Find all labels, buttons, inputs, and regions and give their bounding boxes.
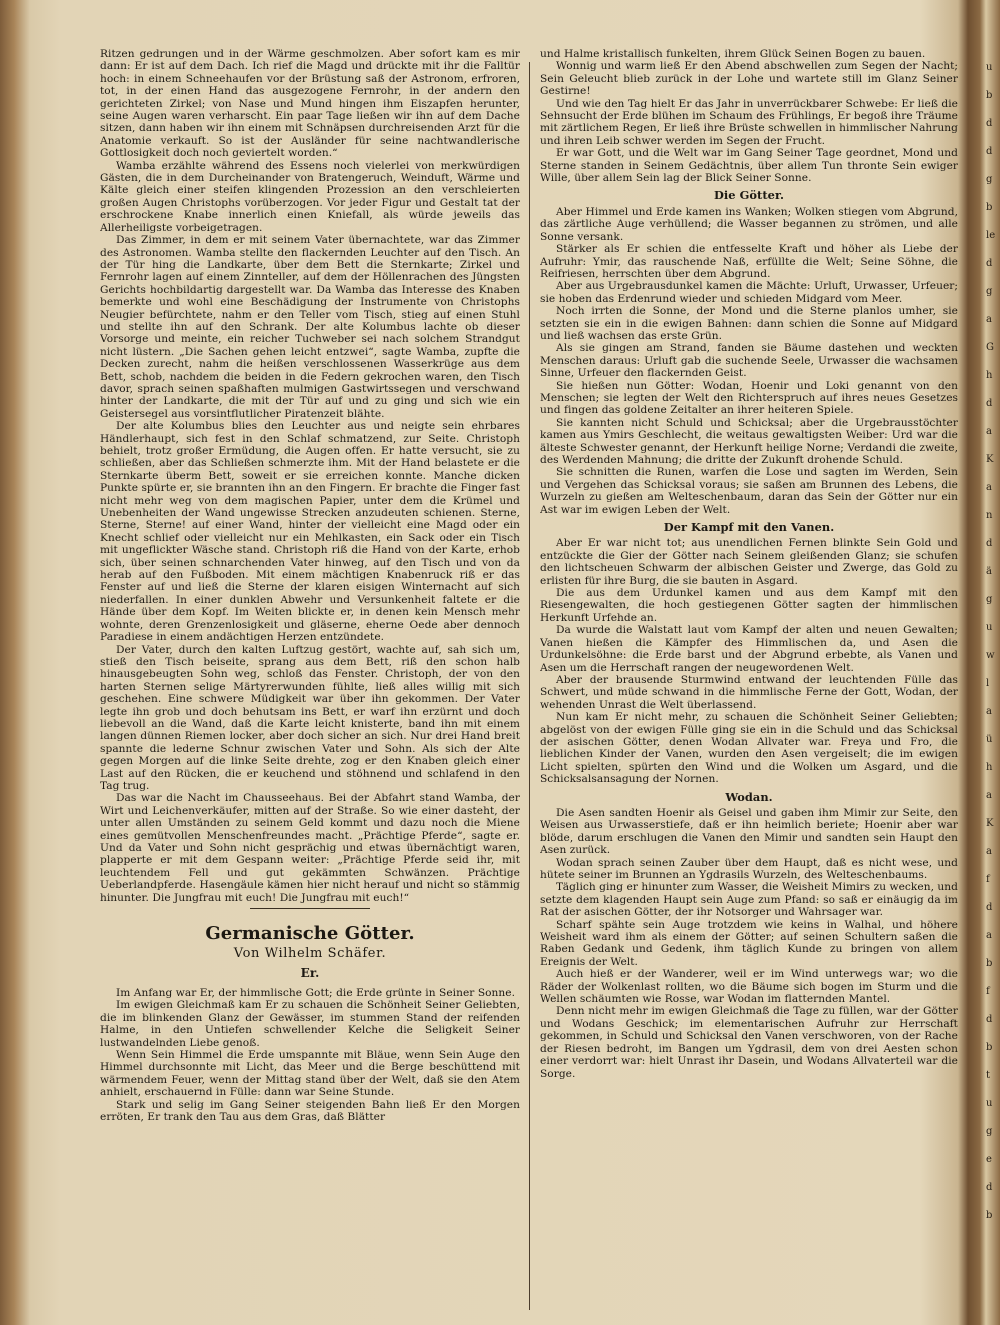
edge-fragment: d: [986, 118, 993, 129]
paragraph: Aber Himmel und Erde kamen ins Wanken; Wolken stiegen vom Abgrund, das zärtliche Auge verhüllend; die Wasser begannen zu strömen, und alle Sonne versank.: [540, 205, 958, 243]
edge-fragment: a: [986, 706, 992, 717]
edge-fragment: le: [986, 230, 996, 241]
paragraph: Aber Er war nicht tot; aus unendlichen Fernen blinkte Sein Gold und entzückte die Gier der Götter nach Seinem gleißenden Glanz; sie schufen den lichtscheuen Schwarm der albischen Geister und Zwerge, das Gold zu erlisten für ihre Burg, die sie bauten in Asgard.: [540, 537, 958, 587]
paragraph: Als sie gingen am Strand, fanden sie Bäume dastehen und weckten Menschen daraus: Urluft gab die suchende Seele, Urwasser die wachsamen Sinne, Urfeuer den flackernden Geist.: [540, 342, 958, 380]
section-kampf-body: [540, 537, 958, 785]
edge-fragment: a: [986, 314, 992, 325]
section-heading-goetter: Die Götter.: [714, 188, 784, 203]
edge-fragment: t: [986, 1070, 991, 1081]
left-column: [100, 48, 520, 1310]
edge-fragment: K: [986, 818, 994, 829]
paragraph: Aber der brausende Sturmwind entwand der leuchtenden Fülle das Schwert, und müde schwand in die himmlische Ferne der Gott, Wodan, der wehenden Unrast die Welt überlassend.: [540, 673, 958, 711]
edge-fragment: b: [986, 1042, 993, 1053]
paragraph: Und wie den Tag hielt Er das Jahr in unverrückbarer Schwebe: Er ließ die Sehnsucht der Erde blühen im Schaum des Frühlings, Er begoß ihre Träume mit zärtlichem Regen, Er ließ ihre Brüste schwellen in himmlischer Nahrung und ihren Leib schwer werden im Segen der Frucht.: [540, 97, 958, 147]
edge-fragment: e: [986, 1154, 992, 1165]
section-divider: [250, 908, 370, 909]
right-column: [540, 48, 958, 1310]
edge-fragment: w: [986, 650, 995, 661]
edge-fragment: ä: [986, 566, 992, 577]
paragraph: Im Anfang war Er, der himmlische Gott; die Erde grünte in Seiner Sonne.: [116, 987, 516, 1000]
paragraph: und Halme kristallisch funkelten, ihrem Glück Seinen Bogen zu bauen.: [540, 48, 926, 60]
paragraph: Stärker als Er schien die entfesselte Kraft und höher als Liebe der Aufruhr: Ymir, das rauschende Naß, erfüllte die Welt; Seine Söhne, die Reifriesen, herrschten über dem Abgrund.: [540, 243, 958, 280]
edge-fragment: h: [986, 370, 993, 381]
edge-fragment: d: [986, 538, 993, 549]
paragraph: Wenn Sein Himmel die Erde umspannte mit Bläue, wenn Sein Auge den Himmel durchsonnte mit Licht, das Meer und die Berge beschüttend mit wärmendem Feuer, wenn der Mittag stand über der Welt, daß sie den Atem anhielt, erschauernd in Fülle: dann war Seine Stunde.: [100, 1049, 520, 1099]
paragraph: Das Zimmer, in dem er mit seinem Vater übernachtete, war das Zimmer des Astronomen. Wamba stellte den flackernden Leuchter auf den Tisch. An der Tür hing die Landkarte, über dem Bett die Sternkarte; Zirkel und Fernrohr lagen auf einem Zinnteller, auf dem der Höllenrachen des Jüngsten Gerichts hochbildartig dargestellt war. Da Wamba das Interesse des Knaben bemerkte und wohl eine Beschädigung der Instrumente von Christophs Neugier befürchtete, nahm er den Teller vom Tisch, stieg auf einen Stuhl und stellte ihn auf den Schrank. Der alte Kolumbus lachte ob dieser Vorsorge und meinte, ein reicher Tuchweber sei nach solchem Strandgut nicht lüstern. „Die Sachen gehen leicht entzwei“, sagte Wamba, zupfte die Decken zurecht, nahm die heißen verschlossenen Wasserkrüge aus dem Bett, schob, nachdem die beiden in die Federn gekrochen waren, den Tisch davor, sprach seinen spaßhaften mulmigen Gastwirtssegen und verschwand hinter der Landkarte, die mit der Tür auf und zu ging und sich wie ein Geistersegel aus vorsintflutlicher Piratenzeit blähte.: [100, 234, 520, 420]
edge-fragment: g: [986, 1126, 993, 1137]
section-heading-er: Er.: [300, 966, 320, 981]
edge-fragment: d: [986, 1182, 993, 1193]
edge-fragment: u: [986, 62, 993, 73]
paragraph: Das war die Nacht im Chausseehaus. Bei der Abfahrt stand Wamba, der Wirt und Leichenverkäufer, mitten auf der Straße. So wie einer dasteht, der unter allen Umständen zu seinem Geld kommt und dazu noch die Miene eines gemütvollen Menschenfreundes macht. „Prächtige Pferde“, sagte er. Und da Vater und Sohn nicht gesprächig und etwas übernächtigt waren, plapperte er mit dem Gespann weiter: „Prächtige Pferde seid ihr, mit leuchtendem Fell und gut gekämmten Schwänzen. Prächtige Ueberlandpferde. Hasengäule kämen hier nicht herauf und nicht so stämmig hinunter. Die Jungfrau mit euch! Die Jungfrau mit euch!“: [100, 792, 520, 904]
paragraph: Noch irrten die Sonne, der Mond und die Sterne planlos umher, sie setzten sie ein in die ewigen Bahnen: dann schien die Sonne auf Midgard und ließ wachsen das erste Grün.: [540, 305, 958, 342]
section-goetter-body: [540, 206, 958, 516]
edge-fragment: n: [986, 510, 993, 521]
paragraph: Da wurde die Walstatt laut vom Kampf der alten und neuen Gewalten; Vanen hießen die Kämpfer des Himmlischen da, und Asen die Urdunkelsöhne: die Erde barst und der Abgrund erbebte, als Vanen und Asen um die Herrschaft rangen der neugewordenen Welt.: [540, 624, 958, 674]
paragraph: Im ewigen Gleichmaß kam Er zu schauen die Schönheit Seiner Geliebten, die im blinkenden Glanz der Gewässer, im stummen Stand der reifenden Halme, in den Untiefen schwellender Kelche die Seligkeit Seiner lustwandelnden Liebe genoß.: [100, 999, 520, 1049]
paragraph: Die aus dem Urdunkel kamen und aus dem Kampf mit den Riesengewalten, die hoch gestiegenen Götter sagten der himmlischen Herkunft Urfehde an.: [540, 587, 958, 624]
paragraph: Auch hieß er der Wanderer, weil er im Wind unterwegs war; wo die Räder der Wolkenlast rollten, wo die Bäume sich bogen im Sturm und die Wellen schäumten wie Rosse, war Wodan im flatternden Mantel.: [540, 968, 958, 1006]
paragraph: Der alte Kolumbus blies den Leuchter aus und neigte sein ehrbares Händlerhaupt, sich fest in den Schlaf schmatzend, zur Seite. Christoph behielt, trotz großer Ermüdung, die Augen offen. Er hatte versucht, sie zu schließen, aber das Schließen schmerzte ihm. Mit der Hand belastete er die Sternkarte überm Bett, soweit er sie erreichen konnte. Manche dicken Punkte spürte er, sie brannten ihn an den Fingern. Er brachte die Finger fast nicht mehr weg von dem magischen Papier, unter dem die Krümel und Unebenheiten der Wand ungewisse Strecken anzudeuten schienen. Sterne, Sterne, Sterne! auf einer Wand, hinter der vielleicht eine Magd oder ein Knecht schlief oder vielleicht nur ein Mehlkasten, ein Sack oder ein Tisch mit ungeflickter Wäsche stand. Christoph riß die Hand von der Karte, erhob sich, über seinen schnarchenden Vater hinweg, auf den Tisch und von da herab auf den Fußboden. Mit einem mächtigen Knabenruck riß er das Fenster auf und ließ die Sterne der klaren eisigen Winternacht auf sich niederfallen. In einer dunklen Abwehr und Versunkenheit faltete er die Hände über dem Kopf. Im Weiten blickte er, in denen kein Mensch mehr wohnte, deren Grenzenlosigkeit und gläserne, eherne Oede aber dennoch Paradiese in einem andächtigen Herzen entzündete.: [100, 420, 520, 644]
edge-fragment: d: [986, 146, 993, 157]
section-er-body: [100, 987, 520, 1123]
edge-fragment: a: [986, 426, 992, 437]
paragraph: Denn nicht mehr im ewigen Gleichmaß die Tage zu füllen, war der Götter und Wodans Geschick; im elementarischen Aufruhr zur Herrschaft gekommen, in Schuld und Schicksal den Vanen verschworen, von der Rache der Riesen bedroht, im Bangen um Ygdrasil, dem von drei Aesten schon einer verdorrt war: hielt Unrast ihr Dasein, und Wodans Allvaterteil war die Sorge.: [540, 1005, 958, 1080]
edge-fragment: a: [986, 846, 992, 857]
section-wodan-body: [540, 807, 958, 1080]
paragraph: Der Vater, durch den kalten Luftzug gestört, wachte auf, sah sich um, stieß den Tisch beiseite, sprang aus dem Bett, riß den schon halb hinausgebeugten Sohn weg, schloß das Fenster. Christoph, der von den harten Sternen selige Märtyrerwunden fühlte, ließ alles willig mit sich geschehen. Eine schwere Müdigkeit war über ihn gekommen. Der Vater legte ihn grob und doch behutsam ins Bett, er warf ihn erzürnt und doch liebevoll an die Wand, daß die Karte leicht knisterte, band ihn mit einem langen dünnen Riemen locker, aber doch sicher an sich. Nur drei Hand breit spannte die lederne Schnur zwischen Vater und Sohn. Als sich der Alte gegen Morgen auf die linke Seite drehte, zog er den Knaben gleich einer Last auf den Rücken, die er keuchend und stöhnend und schlafend in den Tag trug.: [100, 643, 520, 792]
article-author: Von Wilhelm Schäfer.: [233, 946, 387, 962]
section-heading-wodan: Wodan.: [725, 789, 773, 804]
edge-fragment: b: [986, 90, 993, 101]
edge-fragment: b: [986, 202, 993, 213]
edge-fragment: b: [986, 1210, 993, 1221]
article-header: [100, 923, 520, 981]
section-heading-kampf: Der Kampf mit den Vanen.: [663, 520, 835, 535]
newspaper-page: [100, 48, 960, 1310]
paragraph: Stark und selig im Gang Seiner steigenden Bahn ließ Er den Morgen erröten, Er trank den Tau aus dem Gras, daß Blätter: [100, 1098, 520, 1124]
edge-fragment: d: [986, 902, 993, 913]
edge-fragment: d: [986, 258, 993, 269]
paragraph: Aber aus Urgebrausdunkel kamen die Mächte: Urluft, Urwasser, Urfeuer; sie hoben das Erdenrund wieder und schieden Midgard vom Meer.: [540, 280, 958, 305]
paragraph: Wonnig und warm ließ Er den Abend abschwellen zum Segen der Nacht; Sein Geleucht blieb zurück in der Lohe und wartete still im Glanz Seiner Gestirne!: [540, 60, 958, 98]
paragraph: Wodan sprach seinen Zauber über dem Haupt, daß es nicht wese, und hütete seiner im Brunnen an Ygdrasils Wurzeln, des Welteschenbaums.: [540, 856, 958, 881]
paragraph: Ritzen gedrungen und in der Wärme geschmolzen. Aber sofort kam es mir dann: Er ist auf dem Dach. Ich rief die Magd und drückte mit ihr die Falltür hoch: in einem Schneehaufen vor der Brüstung saß der Astronom, erfroren, tot, in der einen Hand das ausgezogene Fernrohr, in der andern den gerichteten Zirkel; von Nase und Mund hingen ihm Eiszapfen herunter, seine Augen waren verharscht. Ein paar Tage ließen wir ihn auf dem Dache sitzen, dann haben wir ihn einem mit Schnäpsen durchreisenden Arzt für die Anatomie verkauft. So ist der Ausländer für seine nachtwandlerische Gottlosigkeit doch noch geviertelt worden.“: [100, 48, 520, 160]
story-continuation: [100, 48, 520, 904]
edge-fragment: f: [986, 986, 990, 997]
edge-fragment: a: [986, 482, 992, 493]
edge-fragment: b: [986, 958, 993, 969]
edge-fragment: h: [986, 762, 993, 773]
paragraph: Scharf spähte sein Auge trotzdem wie keins in Walhal, und höhere Weisheit ward ihm als einem der Götter; auf seinen Schultern saßen die Raben Gedank und Gedenk, ihm täglich Kunde zu bringen von allem Ereignis der Welt.: [540, 918, 958, 968]
edge-fragment: g: [986, 594, 993, 605]
edge-fragment: G: [986, 342, 994, 353]
edge-fragment: u: [986, 622, 993, 633]
paragraph: Sie schnitten die Runen, warfen die Lose und sagten im Werden, Sein und Vergehen das Schicksal voraus; sie saßen am Brunnen des Lebens, die Wurzeln zu gießen am Welteschenbaum, daran das Sein der Götter nur ein Ast war im ewigen Leben der Welt.: [540, 466, 958, 516]
edge-fragment: d: [986, 1014, 993, 1025]
paragraph: Nun kam Er nicht mehr, zu schauen die Schönheit Seiner Geliebten; abgelöst von der ewigen Fülle ging sie ein in die Schuld und das Schicksal der asischen Götter, denen Wodan Allvater war. Freya und Fro, die lieblichen Kinder der Vanen, wurden den Asen vergeiselt; die im ewigen Licht spielten, spürten den Wind und die Wolken um Asgard, und die Schicksalsansagung der Nornen.: [540, 711, 958, 786]
column-rule: [529, 62, 530, 1310]
article-title: Germanische Götter.: [205, 923, 415, 945]
edge-fragment: a: [986, 790, 992, 801]
edge-fragment: d: [986, 398, 993, 409]
paragraph: Sie kannten nicht Schuld und Schicksal; aber die Urgebrausstöchter kamen aus Ymirs Geschlecht, die weitaus gewaltigsten Weiber: Urd war die älteste Schwester genannt, der Herkunft heilige Norne; Verdandi die zweite, des Werdenden Mahnung; die dritte der Zukunft drohende Schuld.: [540, 416, 958, 466]
edge-fragment: K: [986, 454, 994, 465]
edge-fragment: g: [986, 286, 993, 297]
edge-fragment: l: [986, 678, 990, 689]
edge-fragment: f: [986, 874, 990, 885]
edge-fragment: g: [986, 174, 993, 185]
adjacent-page-edge: [986, 0, 1000, 1325]
paragraph: Täglich ging er hinunter zum Wasser, die Weisheit Mimirs zu wecken, und setzte dem klagenden Haupt sein Auge zum Pfand: so saß er einäugig da im Rat der asischen Götter, der ihr Notsorger und Wahrsager war.: [540, 881, 958, 919]
paragraph: Wamba erzählte während des Essens noch vielerlei von merkwürdigen Gästen, die in dem Durcheinander von Bratengeruch, Weinduft, Wärme und Kälte gleich einer steifen klingenden Prozession an den verschleierten großen Augen Christophs vorüberzogen. Vor jeder Figur und Gestalt tat der erschrockene Knabe innerlich einen Kniefall, als würde jeweils das Allerheiligste vorbeigetragen.: [100, 159, 520, 234]
edge-fragment: a: [986, 930, 992, 941]
paragraph: Er war Gott, und die Welt war im Gang Seiner Tage geordnet, Mond und Sterne standen in Seinem Gedächtnis, über allem Tun thronte Sein ewiger Wille, über allem Sein lag der Blick Seiner Sonne.: [540, 147, 958, 185]
edge-fragment: ü: [986, 734, 993, 745]
section-er-continued: [540, 48, 958, 184]
paragraph: Die Asen sandten Hoenir als Geisel und gaben ihm Mimir zur Seite, den Weisen aus Urwasserstiefe, daß er ihn heimlich beriete; Hoenir aber war blöde, darum erschlugen die Vanen den Mimir und sandten sein Haupt den Asen zurück.: [540, 806, 958, 857]
paragraph: Sie hießen nun Götter: Wodan, Hoenir und Loki genannt von den Menschen; sie legten der Welt den Richterspruch auf ihres neues Gesetzes und fingen das goldene Zeitalter an ihrer heiteren Spiele.: [540, 379, 958, 417]
edge-fragment: u: [986, 1098, 993, 1109]
